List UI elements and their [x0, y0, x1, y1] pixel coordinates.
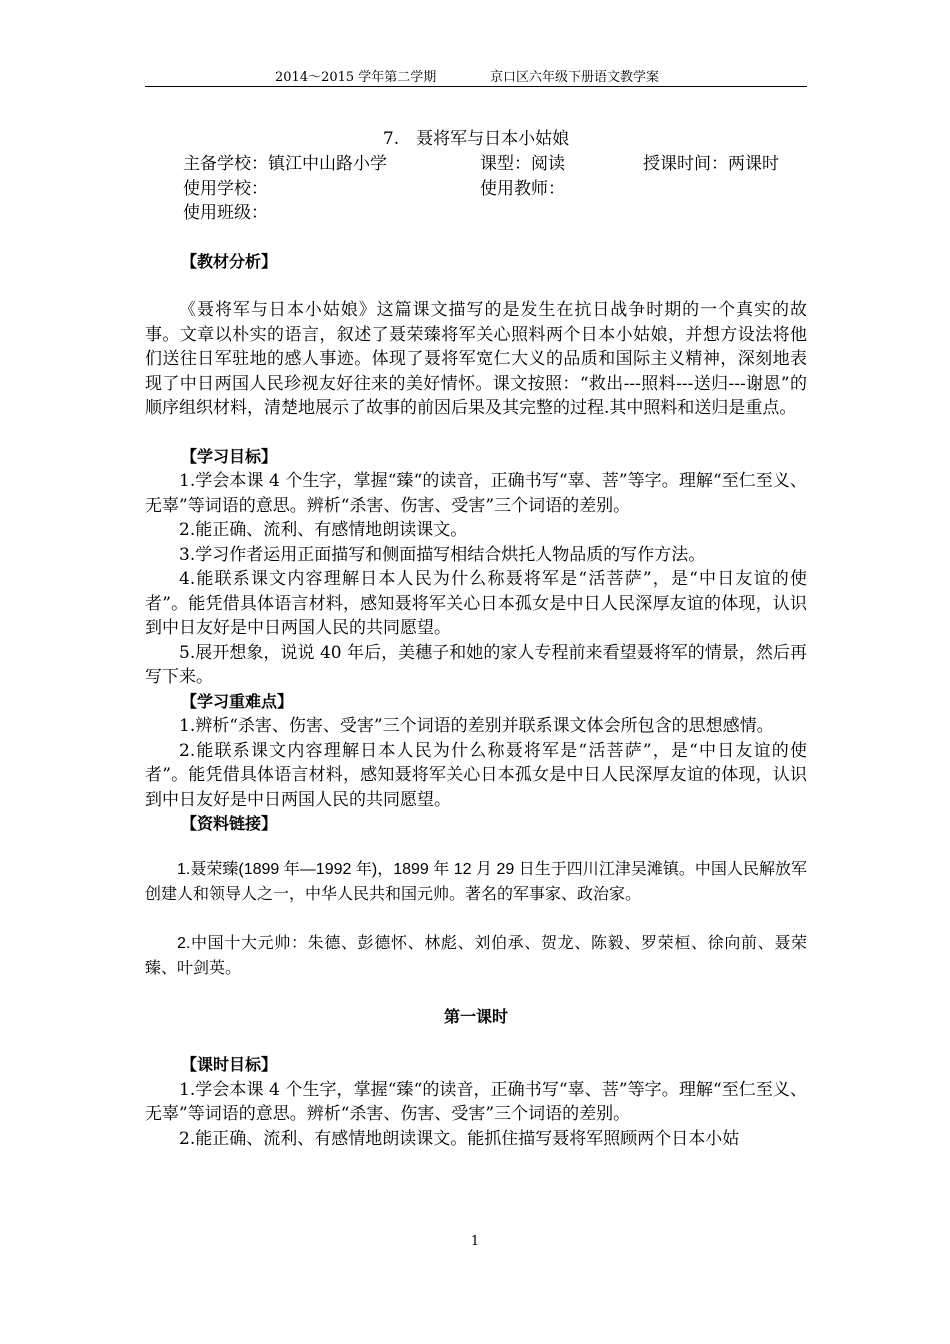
time-label: 授课时间：两课时	[643, 154, 779, 174]
type-label: 课型：阅读	[480, 154, 565, 174]
header-term: 2014～2015 学年第二学期	[275, 70, 437, 85]
keypoint-item: 2.能联系课文内容理解日本人民为什么称聂将军是“活菩萨”，是“中日友谊的使者”。能凭借具体语言材料，感知聂将军关心日本孤女是中日人民深厚友谊的体现，认识到中日友好是中日两国人民的共同愿望。	[145, 740, 807, 810]
lesson-goal-item: 2.能正确、流利、有感情地朗读课文。能抓住描写聂将军照顾两个日本小姑	[179, 1128, 740, 1149]
goal-item: 2.能正确、流利、有感情地朗读课文。	[179, 520, 468, 540]
header-course: 京口区六年级下册语文教学案	[490, 70, 660, 85]
analysis-paragraph: 《聂将军与日本小姑娘》这篇课文描写的是发生在抗日战争时期的一个真实的故事。文章以朴实的语言，叙述了聂荣臻将军关心照料两个日本小姑娘，并想方设法将他们送往日军驻地的感人事迹。体现了聂将军宽仁大义的品质和国际主义精神，深刻地表现了中日两国人民珍视友好往来的美好情怀。课文按照：“救出---照料---送归---谢恩”的顺序组织材料，清楚地展示了故事的前因后果及其完整的过程.其中照料和送归是重点。	[145, 300, 807, 418]
goal-item: 5.展开想象，说说 40 年后，美穗子和她的家人专程前来看望聂将军的情景，然后再写下来。	[145, 642, 807, 687]
use-school-label: 使用学校：	[183, 178, 268, 199]
meta-row-3	[145, 201, 807, 226]
use-teacher-label: 使用教师：	[480, 178, 565, 199]
goal-item: 4.能联系课文内容理解日本人民为什么称聂将军是“活菩萨”，是“中日友谊的使者”。能凭借具体语言材料，感知聂将军关心日本孤女是中日人民深厚友谊的体现，认识到中日友好是中日两国人民的共同愿望。	[145, 569, 807, 638]
lesson-goals-heading: 【课时目标】	[181, 1055, 278, 1074]
lesson-title: 7. 聂将军与日本小姑娘	[382, 129, 570, 149]
goals-heading: 【学习目标】	[181, 446, 278, 466]
resources-heading: 【资料链接】	[181, 814, 278, 833]
resource-item: 1.聂荣臻(1899 年—1992 年)，1899 年 12 月 29 日生于四川江津吴滩镇。中国人民解放军创建人和领导人之一，中华人民共和国元帅。著名的军事家、政治家。	[145, 860, 807, 903]
meta-row-2	[145, 177, 807, 202]
lesson-goal-item: 1.学会本课 4 个生字，掌握“臻“的读音，正确书写“辜、菩”等字。理解“至仁至义、无辜”等词语的意思。辨析“杀害、伤害、受害”三个词语的差别。	[145, 1079, 807, 1124]
use-class-label: 使用班级：	[183, 203, 268, 223]
analysis-heading: 【教材分析】	[181, 251, 278, 271]
school-label: 主备学校：镇江中山路小学	[183, 154, 387, 174]
goal-item: 1.学会本课 4 个生字，掌握“臻“的读音，正确书写“辜、菩”等字。理解“至仁至义、无辜”等词语的意思。辨析“杀害、伤害、受害”三个词语的差别。	[145, 471, 807, 516]
goal-item: 3.学习作者运用正面描写和侧面描写相结合烘托人物品质的写作方法。	[179, 544, 706, 565]
page-number: 1	[470, 1234, 480, 1249]
lesson1-title: 第一课时	[443, 1006, 508, 1026]
meta-row-1	[145, 152, 807, 177]
document-body	[145, 126, 807, 1151]
keypoint-item: 1.辨析“杀害、伤害、受害”三个词语的差别并联系课文体会所包含的思想感情。	[179, 716, 774, 736]
keypoints-heading: 【学习重难点】	[181, 691, 294, 711]
page-header	[145, 66, 807, 87]
resource-item: 2.中国十大元帅：朱德、彭德怀、林彪、刘伯承、贺龙、陈毅、罗荣桓、徐向前、聂荣臻、叶剑英。	[145, 934, 807, 977]
